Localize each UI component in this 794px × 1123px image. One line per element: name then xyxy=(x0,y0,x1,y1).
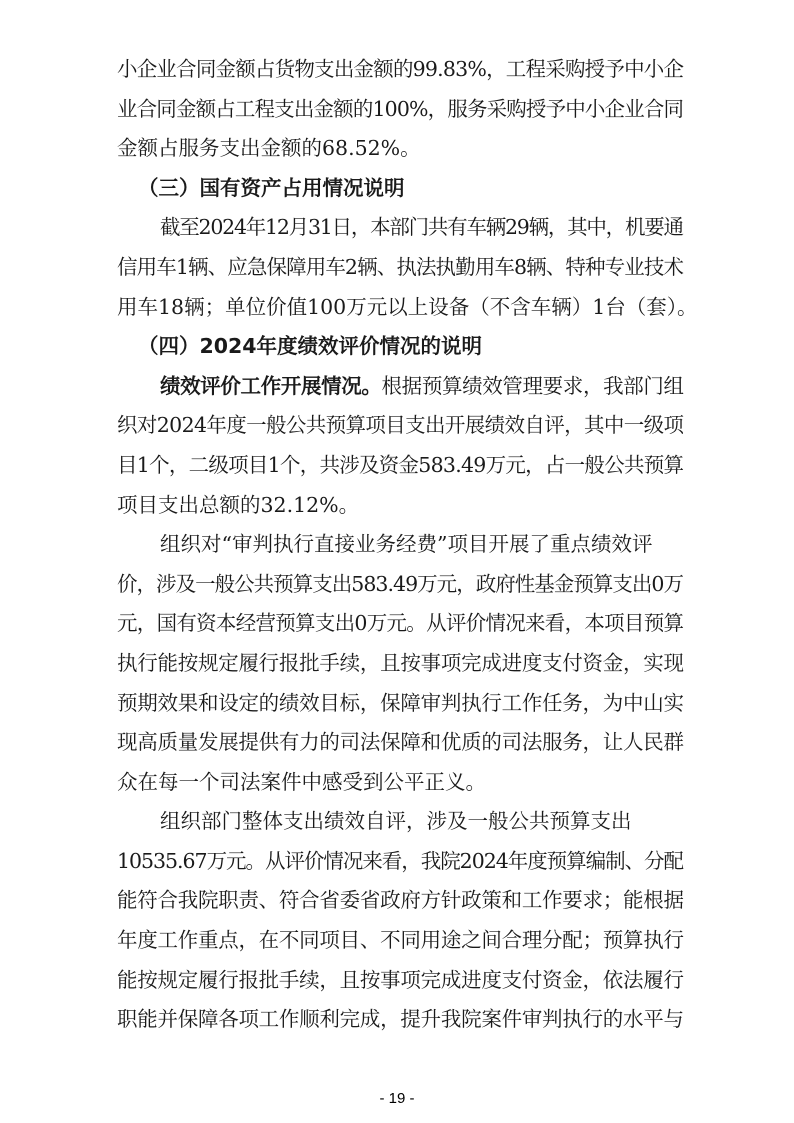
paragraph-line: 能按规定履行报批手续，且按事项完成进度支付资金，依法履行 xyxy=(117,967,684,992)
paragraph-line: 目1个，二级项目1个，共涉及资金583.49万元，占一般公共预算 xyxy=(117,452,684,477)
page-number: - 19 - xyxy=(379,1090,415,1107)
paragraph-last-line: 金额占服务支出金额的68.52%。 xyxy=(117,136,421,161)
section-heading: （四）2024年度绩效评价情况的说明 xyxy=(138,334,483,359)
paragraph-line: 预期效果和设定的绩效目标，保障审判执行工作任务，为中山实 xyxy=(117,690,684,715)
paragraph-first-line xyxy=(117,367,684,407)
paragraph-first-line: 组织对“审判执行直接业务经费”项目开展了重点绩效评 xyxy=(160,532,653,557)
paragraph-last-line: 用车18辆；单位价值100万元以上设备（不含车辆）1台（套）。 xyxy=(117,294,698,319)
section-heading: （三）国有资产占用情况说明 xyxy=(138,175,405,200)
paragraph-line: 元，国有资本经营预算支出0万元。从评价情况来看，本项目预算 xyxy=(117,611,684,636)
paragraph-line: 信用车1辆、应急保障用车2辆、执法执勤用车8辆、特种专业技术 xyxy=(117,254,684,279)
paragraph-last-line: 众在每一个司法案件中感受到公平正义。 xyxy=(117,769,486,794)
body-text xyxy=(117,50,698,1040)
paragraph-line: 10535.67万元。从评价情况来看，我院2024年度预算编制、分配 xyxy=(117,848,683,873)
paragraph-line: 小企业合同金额占货物支出金额的99.83%，工程采购授予中小企 xyxy=(117,57,684,81)
paragraph-line: 织对2024年度一般公共预算项目支出开展绩效自评，其中一级项 xyxy=(117,413,684,438)
paragraph-line: 职能并保障各项工作顺利完成，提升我院案件审判执行的水平与 xyxy=(117,1007,684,1032)
paragraph-line: 业合同金额占工程支出金额的100%，服务采购授予中小企业合同 xyxy=(117,96,684,121)
lead-in-bold: 绩效评价工作开展情况。 xyxy=(160,373,382,398)
paragraph-line: 年度工作重点，在不同项目、不同用途之间合理分配；预算执行 xyxy=(117,928,684,953)
paragraph-line: 现高质量发展提供有力的司法保障和优质的司法服务，让人民群 xyxy=(117,730,684,755)
paragraph-first-line: 组织部门整体支出绩效自评，涉及一般公共预算支出 xyxy=(160,809,632,834)
paragraph-first-line: 截至2024年12月31日，本部门共有车辆29辆，其中，机要通 xyxy=(160,215,683,240)
paragraph-last-line: 项目支出总额的32.12%。 xyxy=(117,492,360,517)
paragraph-line: 价，涉及一般公共预算支出583.49万元，政府性基金预算支出0万 xyxy=(117,571,684,596)
paragraph-line: 能符合我院职责、符合省委省政府方针政策和工作要求；能根据 xyxy=(117,888,684,913)
paragraph-line: 执行能按规定履行报批手续，且按事项完成进度支付资金，实现 xyxy=(117,650,684,675)
paragraph-text: 根据预算绩效管理要求，我部门组 xyxy=(381,373,684,398)
